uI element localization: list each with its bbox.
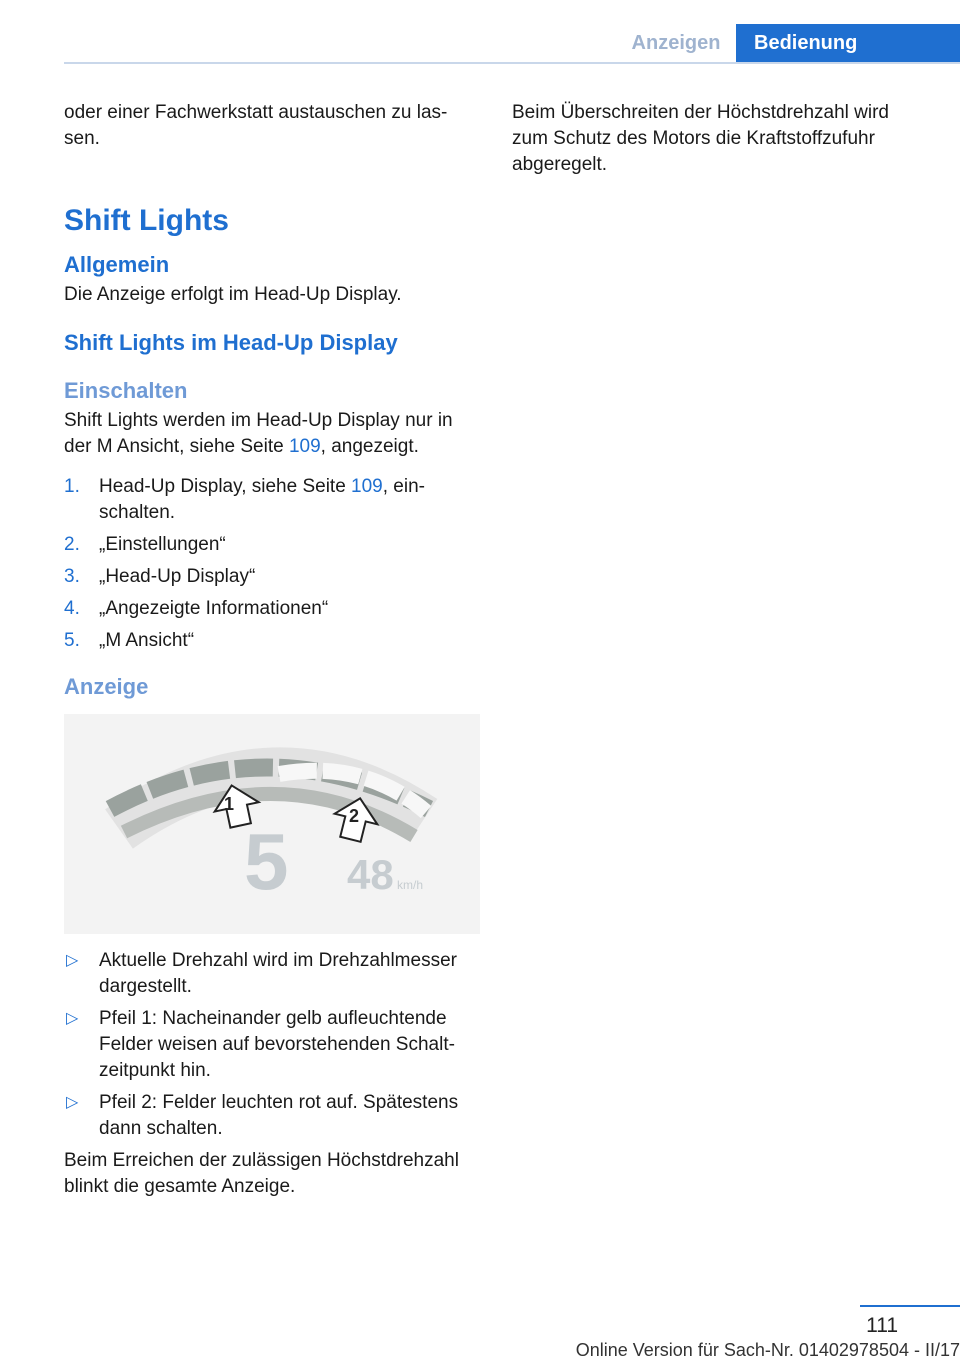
tab-bedienung[interactable]: Bedienung [736, 24, 960, 62]
section-title: Shift Lights [64, 204, 229, 237]
speed-value: 48 [347, 851, 394, 898]
list-item [64, 474, 482, 526]
continuation-text: oder einer Fachwerkstatt austauschen zu las‐sen. [64, 102, 448, 149]
list-item [64, 564, 482, 590]
bullet-text: Pfeil 1: Nacheinander gelb aufleuchtende Felder weisen auf bevorstehenden Schalt‐zeitpunkt hin. [99, 1008, 455, 1081]
right-text: Beim Überschreiten der Höchstdrehzahl wird zum Schutz des Motors die Kraftstoffzufuhr abgeregelt. [512, 102, 889, 175]
list-item [64, 596, 482, 622]
einschalten-text-b: , angezeigt. [320, 436, 419, 457]
tab-anzeigen[interactable]: Anzeigen [631, 32, 721, 54]
list-item [64, 1006, 482, 1084]
step-number: 4. [64, 598, 80, 619]
step-number: 3. [64, 566, 80, 587]
right-column [512, 100, 922, 178]
step-number: 2. [64, 534, 80, 555]
step-text: , ein‐schalten. [99, 476, 425, 523]
bullet-text: Aktuelle Drehzahl wird im Drehzahlmesser dargestellt. [99, 950, 457, 997]
list-item [64, 948, 482, 1000]
list-item [64, 628, 482, 654]
shift-lights-illustration [64, 714, 480, 934]
einschalten-text [64, 408, 482, 460]
closing-text: Beim Erreichen der zulässigen Höchstdrehzahl blinkt die gesamte Anzeige. [64, 1150, 459, 1197]
left-column [64, 100, 482, 1200]
header-rule [64, 62, 960, 64]
footer-version: Online Version für Sach-Nr. 01402978504 - II/17 [575, 1340, 960, 1360]
heading-allgemein: Allgemein [64, 252, 170, 277]
step-text: „Einstellungen“ [99, 534, 226, 555]
triangle-bullet-icon: ▷ [66, 952, 79, 969]
speed-unit: km/h [397, 878, 424, 892]
list-item [64, 1090, 482, 1142]
description-list [64, 948, 482, 1142]
triangle-bullet-icon: ▷ [66, 1094, 79, 1111]
einschalten-text-a: Shift Lights werden im Head-Up Display nur in der M Ansicht, siehe Seite [64, 410, 453, 457]
list-item [64, 532, 482, 558]
heading-hud: Shift Lights im Head-Up Display [64, 330, 398, 355]
step-text: Head-Up Display, siehe Seite [99, 476, 352, 497]
shift-lights-figure [64, 714, 480, 934]
heading-anzeige: Anzeige [64, 674, 149, 699]
page-number: 111 [866, 1314, 898, 1337]
heading-einschalten: Einschalten [64, 378, 188, 403]
bullet-text: Pfeil 2: Felder leuchten rot auf. Spätestens dann schalten. [99, 1092, 459, 1139]
footer-rule [860, 1305, 960, 1307]
triangle-bullet-icon: ▷ [66, 1010, 79, 1027]
step-number: 5. [64, 630, 80, 651]
step-number: 1. [64, 476, 80, 497]
arrow-2-label: 2 [349, 806, 360, 826]
step-text: „Head-Up Display“ [99, 566, 256, 587]
step-text: „M Ansicht“ [99, 630, 195, 651]
step-text: „Angezeigte Informationen“ [99, 598, 329, 619]
allgemein-text: Die Anzeige erfolgt im Head-Up Display. [64, 284, 402, 305]
steps-list [64, 474, 482, 654]
gear-indicator: 5 [244, 817, 289, 906]
arrow-1-label: 1 [224, 794, 235, 814]
page-link-109[interactable]: 109 [351, 476, 383, 497]
page-link-109[interactable]: 109 [288, 436, 321, 457]
